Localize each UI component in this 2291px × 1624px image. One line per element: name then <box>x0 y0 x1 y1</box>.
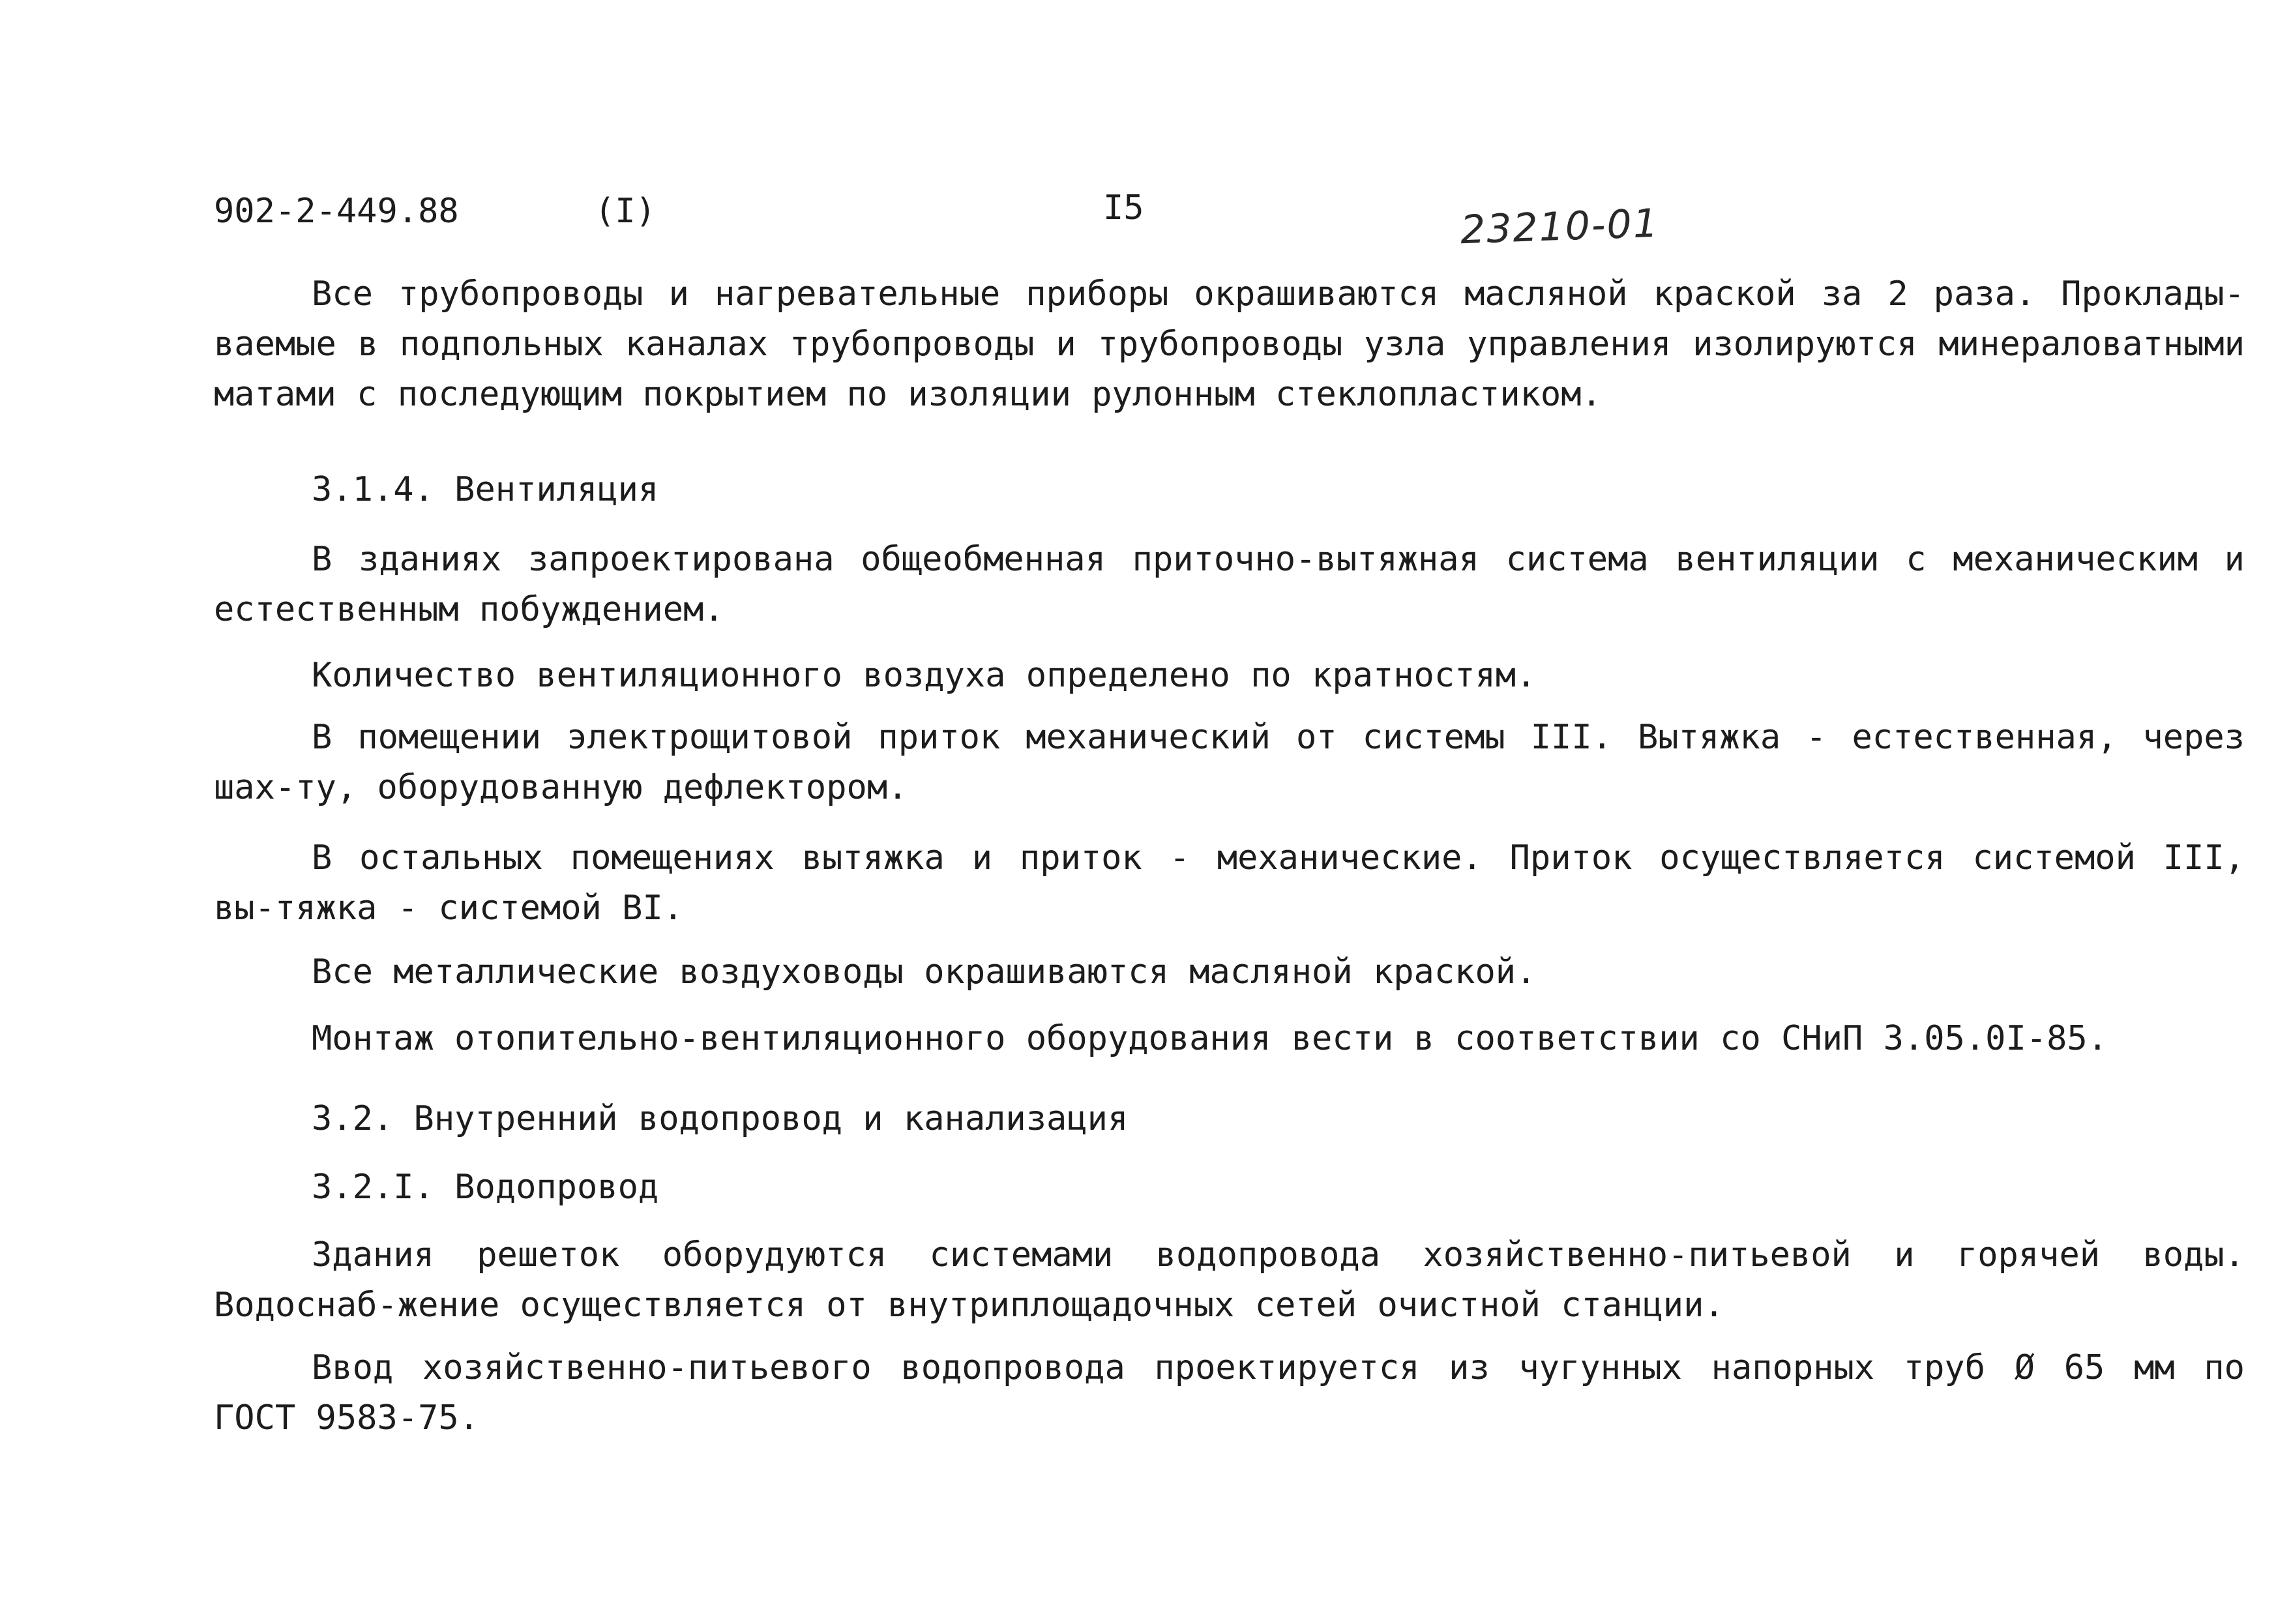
paragraph-electrical-room <box>214 713 2245 813</box>
paragraph-air-quantity: Количество вентиляционного воздуха определено по кратностям. <box>312 656 1537 695</box>
handwritten-number: 23210-01 <box>1459 200 1661 254</box>
paragraph-pipes-painting <box>214 269 2245 420</box>
paragraph-air-ducts: Все металлические воздуховоды окрашиваются масляной краской. <box>312 952 1537 992</box>
paragraph-other-rooms <box>214 833 2245 934</box>
document-code: 902-2-449.88 <box>214 192 459 231</box>
page-number: I5 <box>1103 188 1144 228</box>
section-heading-ventilation: 3.1.4. Вентиляция <box>312 470 659 509</box>
paragraph-text: В помещении электрощитовой приток механический от системы III. Вытяжка - естественная, через шах-ту, оборудованную дефлектором. <box>214 718 2245 807</box>
paragraph-text: Все трубопроводы и нагревательные приборы окрашиваются масляной краской за 2 раза. Проклады-ваемые в подпольных каналах трубопроводы и трубопроводы узла управления изолируются минераловатными матами с последующим покрытием по изоляции рулонным стеклопластиком. <box>214 274 2245 414</box>
paragraph-ventilation-system <box>214 535 2245 635</box>
section-heading-water-supply: 3.2.I. Водопровод <box>312 1168 659 1207</box>
paragraph-text: В остальных помещениях вытяжка и приток - механические. Приток осуществляется системой III, вы-тяжка - системой BI. <box>214 838 2245 928</box>
paragraph-text: В зданиях запроектирована общеобменная приточно-вытяжная система вентиляции с механическим и естественным побуждением. <box>214 540 2245 629</box>
paragraph-text: Ввод хозяйственно-питьевого водопровода проектируется из чугунных напорных труб Ø 65 мм по ГОСТ 9583-75. <box>214 1348 2245 1438</box>
paragraph-text: Здания решеток оборудуются системами водопровода хозяйственно-питьевой и горячей воды. Водоснаб-жение осуществляется от внутриплощадочных сетей очистной станции. <box>214 1235 2245 1325</box>
document-part: (I) <box>595 192 656 231</box>
paragraph-water-inlet <box>214 1343 2245 1443</box>
section-heading-water-sewer: 3.2. Внутренний водопровод и канализация <box>312 1099 1129 1138</box>
paragraph-water-systems <box>214 1230 2245 1331</box>
paragraph-installation: Монтаж отопительно-вентиляционного оборудования вести в соответствии со СНиП 3.05.0I-85. <box>312 1019 2108 1058</box>
